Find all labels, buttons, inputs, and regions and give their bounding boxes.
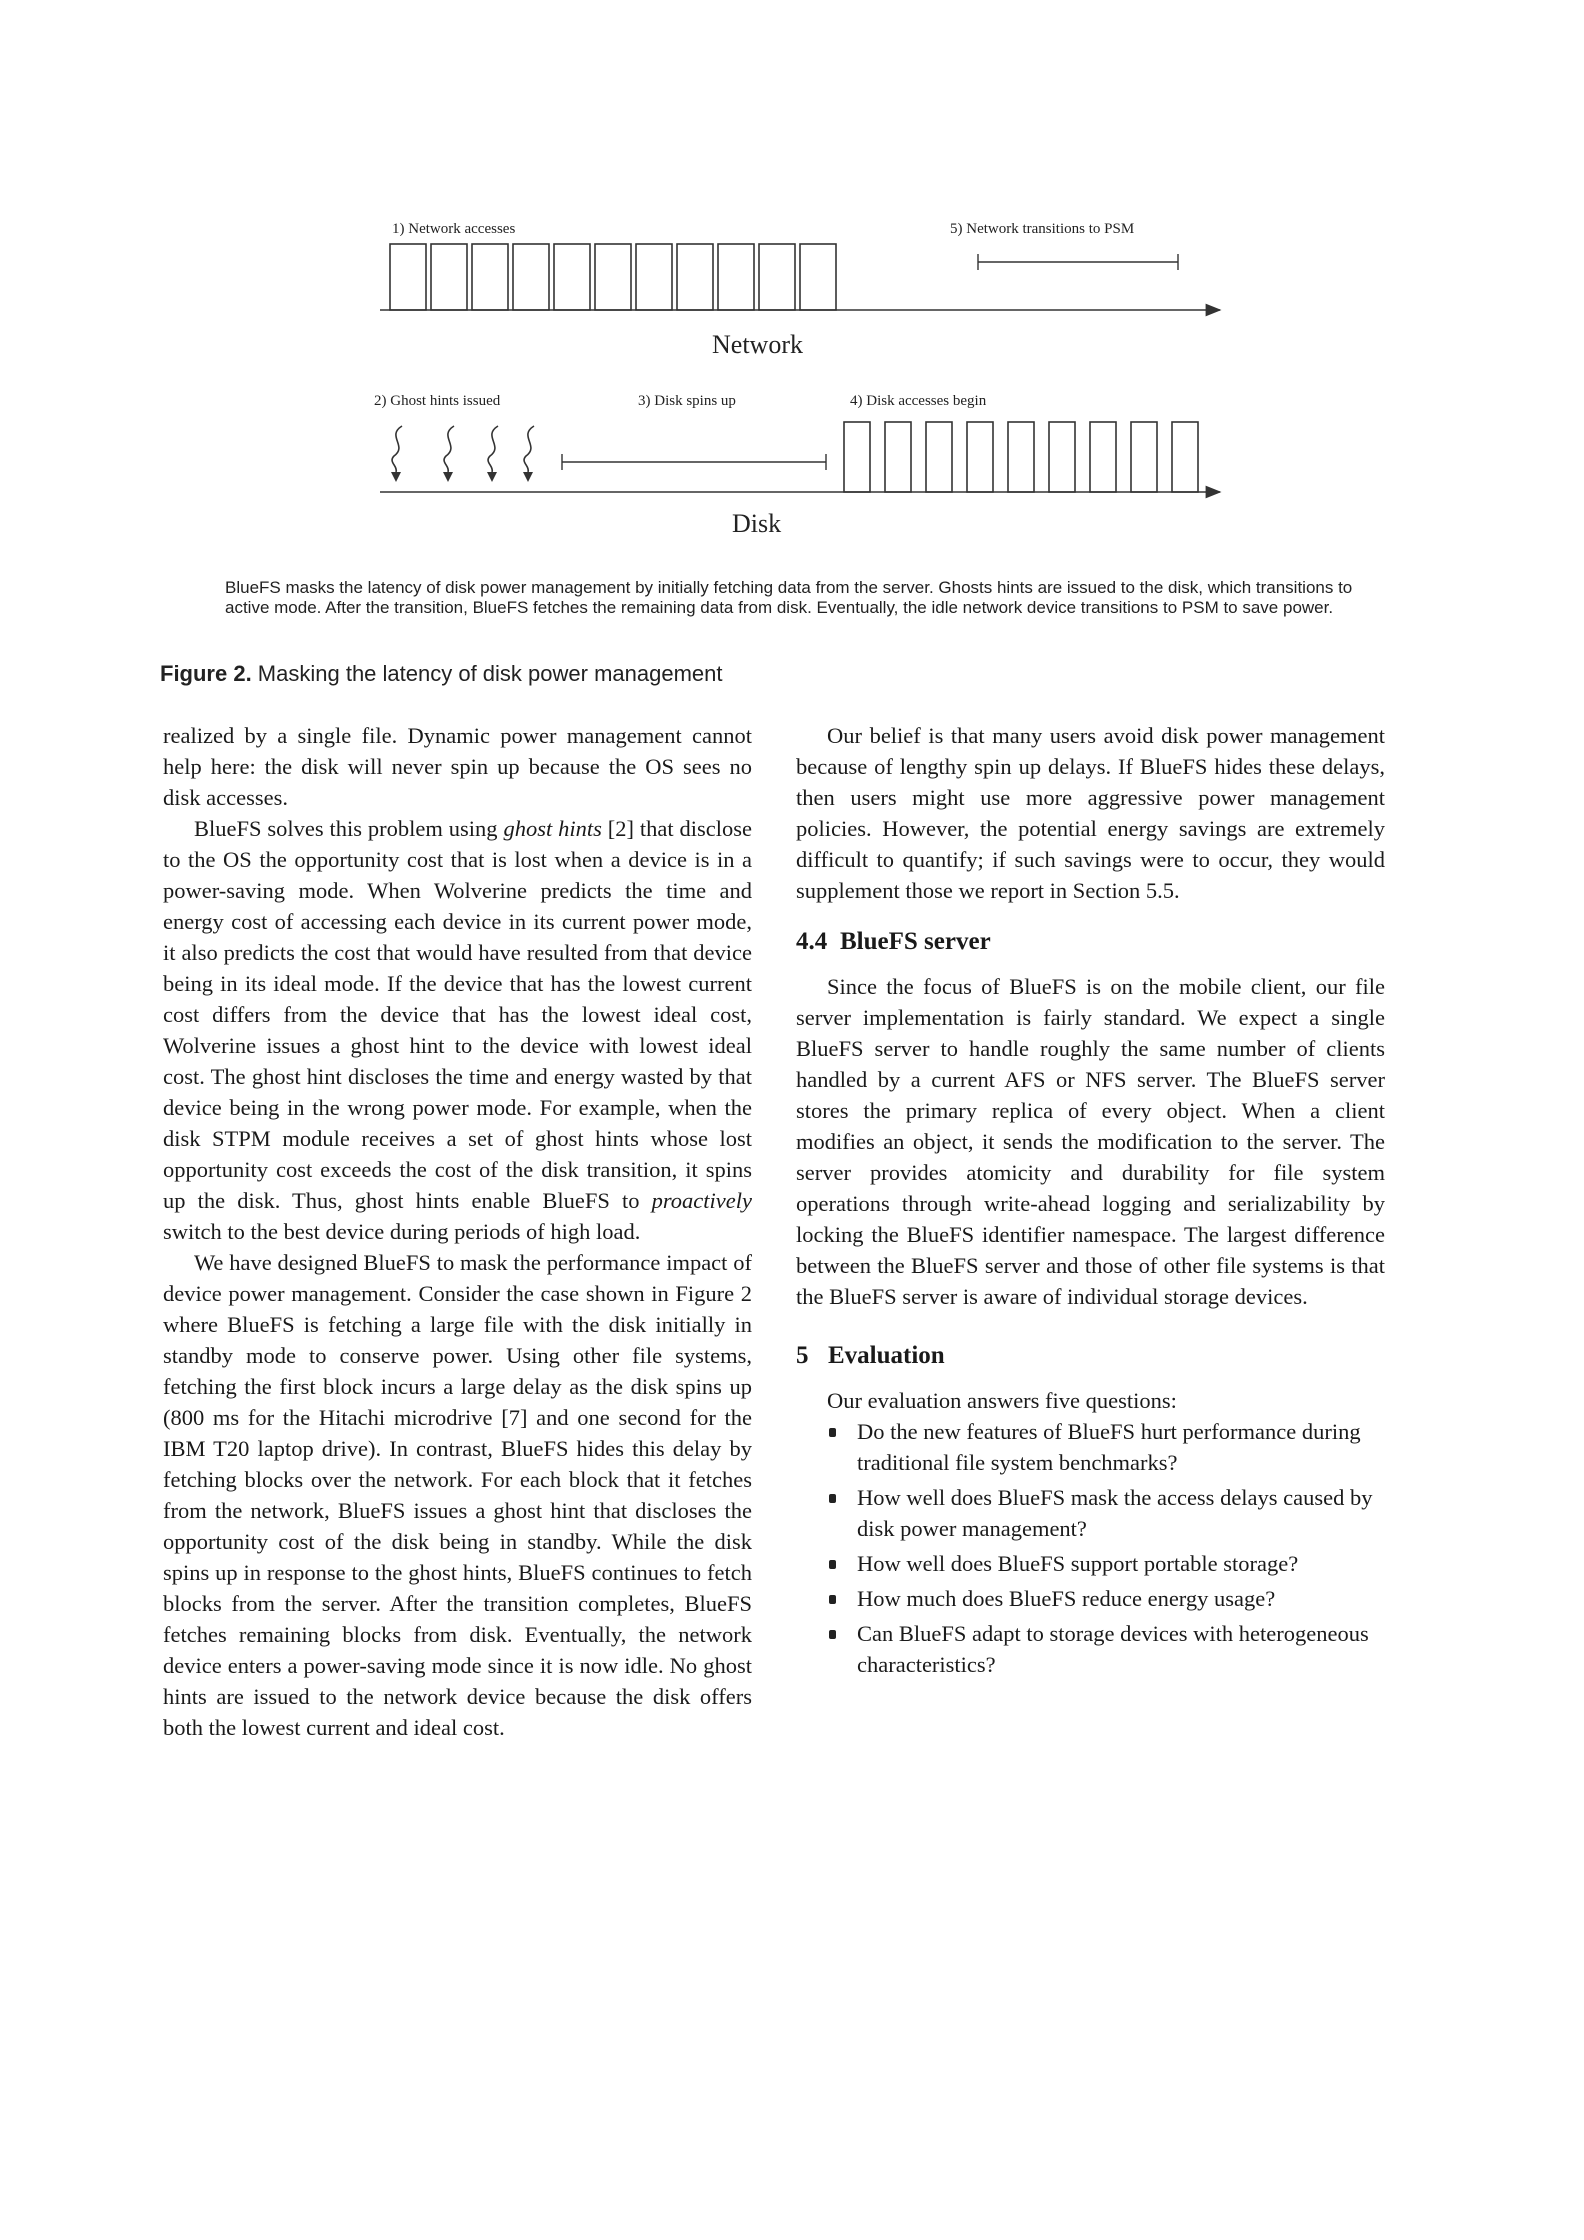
- figure-title: Masking the latency of disk power management: [251, 661, 723, 686]
- network-access-block: [677, 244, 713, 310]
- label-network-accesses: 1) Network accesses: [392, 221, 516, 237]
- paragraph: Our evaluation answers five questions:: [827, 1388, 1177, 1413]
- network-label: Network: [712, 330, 803, 359]
- psm-interval: [978, 254, 1178, 270]
- question-list: [796, 1416, 1385, 1680]
- emphasis: ghost hints: [503, 816, 602, 841]
- disk-access-block: [1172, 422, 1198, 492]
- section-number: 4.4: [796, 928, 828, 955]
- ghost-hint-squiggle: [488, 426, 498, 472]
- network-access-block: [390, 244, 426, 310]
- ghost-hint-squiggle: [392, 426, 402, 472]
- paragraph: realized by a single file. Dynamic power management cannot help here: the disk will never spin up because the OS sees no disk accesses.: [163, 723, 752, 810]
- section-title: BlueFS server: [840, 928, 991, 955]
- list-item: How well does BlueFS support portable storage?: [857, 1548, 1385, 1579]
- list-item: How much does BlueFS reduce energy usage?: [857, 1583, 1385, 1614]
- section-heading: [796, 926, 1385, 957]
- ghost-hint-icons: [391, 426, 534, 482]
- figure-number: Figure 2.: [160, 661, 252, 686]
- disk-access-block: [967, 422, 993, 492]
- spin-up-interval: [562, 454, 826, 470]
- network-access-block: [513, 244, 549, 310]
- text-run: BlueFS solves this problem using: [194, 816, 504, 841]
- timeline-svg: [370, 200, 1240, 540]
- disk-access-block: [885, 422, 911, 492]
- figure-2-diagram: [370, 200, 1240, 540]
- network-access-block: [759, 244, 795, 310]
- section-heading: [796, 1340, 1385, 1371]
- network-access-block: [800, 244, 836, 310]
- label-disk-accesses-begin: 4) Disk accesses begin: [850, 393, 987, 409]
- disk-access-block: [926, 422, 952, 492]
- emphasis: proactively: [651, 1188, 752, 1213]
- figure-caption-body: BlueFS masks the latency of disk power management by initially fetching data from the server. Ghosts hints are issued to the disk, which transitions to active mode. After the transition, BlueFS fetches the remaining data from disk. Eventually, the idle network device transitions to PSM to save power.: [225, 578, 1353, 617]
- label-ghost-hints: 2) Ghost hints issued: [374, 393, 501, 409]
- paragraph: Our belief is that many users avoid disk power management because of lengthy spin up delays. If BlueFS hides these delays, then users might use more aggressive power management policies. However, the potential energy savings are extremely difficult to quantify; if such savings were to occur, they would supplement those we report in Section 5.5.: [796, 723, 1385, 903]
- disk-access-block: [1008, 422, 1034, 492]
- disk-label: Disk: [732, 509, 782, 538]
- network-access-block: [718, 244, 754, 310]
- disk-access-block: [1090, 422, 1116, 492]
- disk-access-block: [1049, 422, 1075, 492]
- list-item: Do the new features of BlueFS hurt performance during traditional file system benchmarks?: [857, 1416, 1385, 1478]
- ghost-hint-arrow: [443, 472, 453, 482]
- ghost-hint-arrow: [523, 472, 533, 482]
- paragraph: We have designed BlueFS to mask the performance impact of device power management. Consider the case shown in Figure 2 where BlueFS is fetching a large file with the disk initially in standby mode to conserve power. Using other file systems, fetching the first block incurs a large delay as the disk spins up (800 ms for the Hitachi microdrive [7] and one second for the IBM T20 laptop drive). In contrast, BlueFS hides this delay by fetching blocks over the network. For each block that it fetches from the network, BlueFS issues a ghost hint that discloses the opportunity cost of the disk being in standby. While the disk spins up in response to the ghost hints, BlueFS continues to fetch blocks from the server. After the transition completes, BlueFS fetches remaining blocks from disk. Eventually, the network device enters a power-saving mode since it is now idle. No ghost hints are issued to the network device because the disk offers both the lowest current and ideal cost.: [163, 1250, 752, 1740]
- network-access-block: [554, 244, 590, 310]
- ghost-hint-arrow: [391, 472, 401, 482]
- figure-caption: [160, 661, 723, 687]
- disk-access-block: [844, 422, 870, 492]
- paragraph-ghost-hints: [163, 813, 752, 1247]
- list-item: Can BlueFS adapt to storage devices with heterogeneous characteristics?: [857, 1618, 1385, 1680]
- label-network-psm: 5) Network transitions to PSM: [950, 221, 1135, 237]
- label-disk-spins-up: 3) Disk spins up: [638, 393, 736, 409]
- paragraph: Since the focus of BlueFS is on the mobile client, our file server implementation is fairly standard. We expect a single BlueFS server to handle roughly the same number of clients handled by a current AFS or NFS server. The BlueFS server stores the primary replica of every object. When a client modifies an object, it sends the modification to the server. The server provides atomicity and durability for file system operations through write-ahead logging and serializability by locking the BlueFS identifier namespace. The largest difference between the BlueFS server and those of other file systems is that the BlueFS server is aware of individual storage devices.: [796, 974, 1385, 1309]
- text-run: switch to the best device during periods of high load.: [163, 1219, 641, 1244]
- network-access-block: [431, 244, 467, 310]
- disk-access-block: [1131, 422, 1157, 492]
- network-access-block: [636, 244, 672, 310]
- text-run: [2] that disclose to the OS the opportunity cost that is lost when a device is in a power-saving mode. When Wolverine predicts the time and energy cost of accessing each device in its current power mode, it also predicts the cost that would have resulted from that device being in its ideal mode. If the device that has the lowest current cost differs from the device that has the lowest ideal cost, Wolverine issues a ghost hint to the device with lowest ideal cost. The ghost hint discloses the time and energy wasted by that device being in the wrong power mode. For example, when the disk STPM module receives a set of ghost hints whose lost opportunity cost exceeds the cost of the disk transition, it spins up the disk. Thus, ghost hints enable BlueFS to: [163, 816, 752, 1213]
- section-title: Evaluation: [828, 1342, 945, 1369]
- network-access-blocks: [390, 244, 836, 310]
- right-column: [796, 720, 1385, 1684]
- disk-access-blocks: [844, 422, 1198, 492]
- ghost-hint-squiggle: [524, 426, 534, 472]
- left-column: [163, 720, 752, 1743]
- list-item: How well does BlueFS mask the access delays caused by disk power management?: [857, 1482, 1385, 1544]
- network-access-block: [472, 244, 508, 310]
- ghost-hint-squiggle: [444, 426, 454, 472]
- network-access-block: [595, 244, 631, 310]
- section-number: 5: [796, 1342, 809, 1369]
- ghost-hint-arrow: [487, 472, 497, 482]
